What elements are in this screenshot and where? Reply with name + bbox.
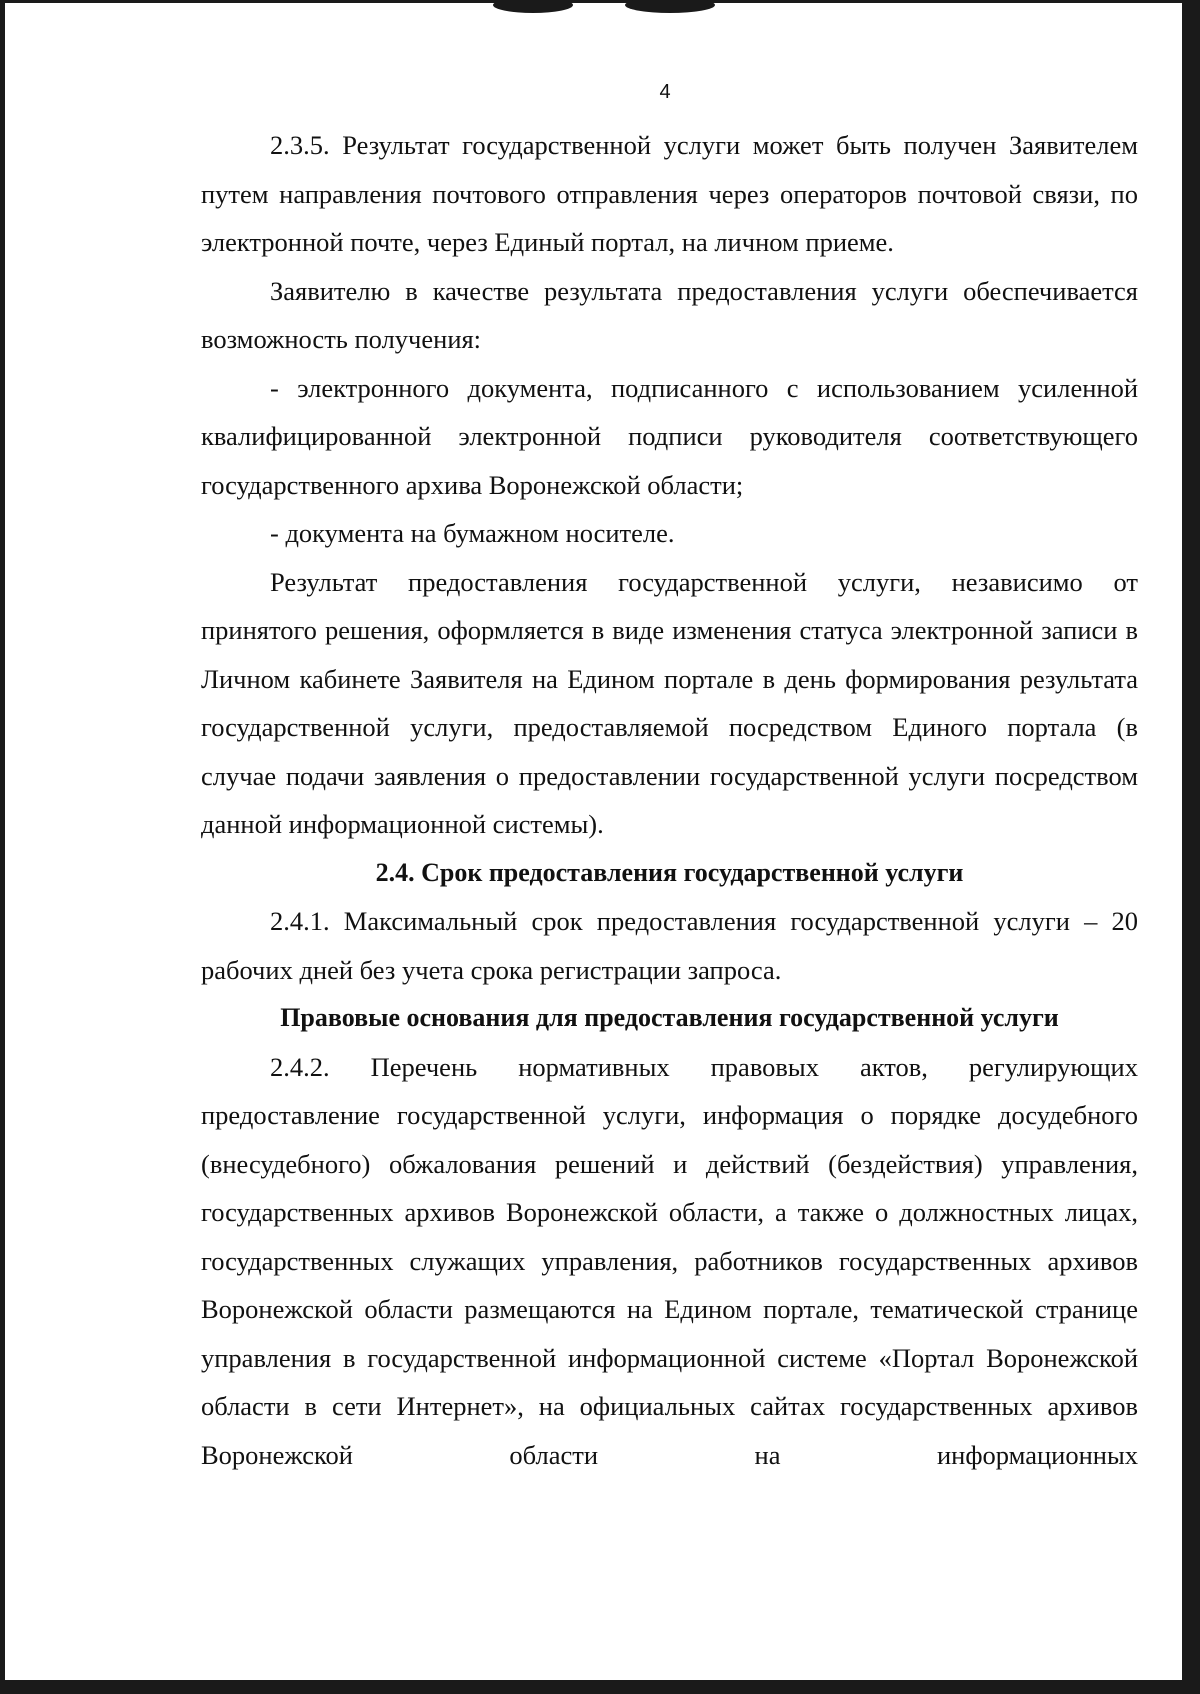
paragraph-result-status: Результат предоставления государственной услуги, независимо от принятого решения, оформляется в виде изменения статуса электронной записи в Личном кабинете Заявителя на Едином портале в день формирования результата государственной услуги, предоставляемой посредством Единого портала (в случае подачи заявления о предоставлении государственной услуги посредством данной информационной системы). — [201, 566, 1138, 839]
list-item-electronic-document: - электронного документа, подписанного с использованием усиленной квалифицированной электронной подписи руководителя соответствующего государственного архива Воронежской области; — [201, 372, 1138, 500]
paragraph-applicant-result: Заявителю в качестве результата предоставления услуги обеспечивается возможность получения: — [201, 275, 1138, 354]
page-number: 4 — [659, 81, 671, 103]
paragraph-2-4-2: 2.4.2. Перечень нормативных правовых актов, регулирующих предоставление государственной услуги, информация о порядке досудебного (внесудебного) обжалования решений и действий (бездействия) управления, государственных архивов Воронежской области, а также о должностных лицах, государственных служащих управления, работников государственных архивов Воронежской области размещаются на Едином портале, тематической странице управления в государственной информационной системе «Портал Воронежской области в сети Интернет», на официальных сайтах государственных архивов Воронежской области на информационных — [201, 1051, 1138, 1470]
document-body — [201, 121, 1138, 1479]
section-heading-legal-basis: Правовые основания для предоставления государственной услуги — [280, 1003, 1059, 1032]
scan-binding-mark — [493, 0, 573, 13]
section-heading-2-4: 2.4. Срок предоставления государственной услуги — [375, 857, 964, 887]
paragraph-2-3-5: 2.3.5. Результат государственной услуги может быть получен Заявителем путем направления почтового отправления через операторов почтовой связи, по электронной почте, через Единый портал, на личном приеме. — [201, 130, 1138, 257]
list-item-paper-document: - документа на бумажном носителе. — [270, 518, 675, 548]
paragraph-2-4-1: 2.4.1. Максимальный срок предоставления государственной услуги – 20 рабочих дней без учета срока регистрации запроса. — [201, 906, 1138, 985]
scan-binding-mark — [625, 0, 715, 13]
